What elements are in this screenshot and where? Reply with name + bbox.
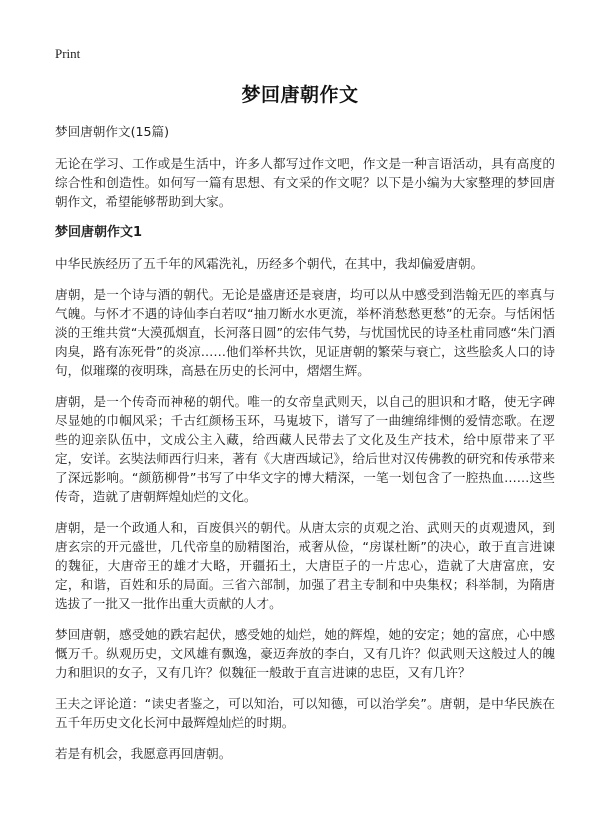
- paragraph-4: 唐朝，是一个政通人和，百废俱兴的朝代。从唐太宗的贞观之治、武则天的贞观遗风，到唐玄宗的开元盛世，几代帝皇的励精图治，戒奢从俭，“房谋杜断”的决心，敢于直言进谏的魏征，大唐帝王的雄才大略，开疆拓土，大唐臣子的一片忠心，造就了大唐富庶，安定，和谐，百姓和乐的局面。三省六部制，加强了君主专制和中央集权；科举制，为隋唐选拔了一批又一批作出重大贡献的人才。: [55, 520, 555, 611]
- paragraph-3: 唐朝，是一个传奇而神秘的朝代。唯一的女帝皇武则天，以自己的胆识和才略，使无字碑尽显她的巾帼风采；千古红颜杨玉环，马嵬坡下，谱写了一曲缠绵绯恻的爱情恋歌。在逻些的迎亲队伍中，文成公主入藏，给西藏人民带去了文化及生产技术，给中原带来了平定，安详。玄奘法师西行归来，著有《大唐西域记》，给后世对汉传佛教的研究和传承带来了深远影响。“颜筋柳骨”书写了中华文字的博大精深，一笔一划包含了一腔热血……这些传奇，造就了唐朝辉煌灿烂的文化。: [55, 394, 555, 504]
- paragraph-7: 若是有机会，我愿意再回唐朝。: [55, 746, 232, 761]
- page-title: 梦回唐朝作文: [241, 84, 359, 106]
- print-link[interactable]: Print: [55, 46, 81, 61]
- paragraph-6: 王夫之评论道：“读史者鉴之，可以知治，可以知德，可以治学矣”。唐朝，是中华民族在五千年历史文化长河中最辉煌灿烂的时期。: [55, 696, 555, 730]
- paragraph-2: 唐朝，是一个诗与酒的朝代。无论是盛唐还是衰唐，均可以从中感受到浩翰无匹的率真与气魄。与怀才不遇的诗仙李白若叹“抽刀断水水更流，举杯消愁愁更愁”的无奈。与恬闲恬淡的王维共赏“大漠孤烟直，长河落日圆”的宏伟气势，与忧国忧民的诗圣杜甫同感“朱门酒肉臭，路有冻死骨”的炎凉……他们举杯共饮，见证唐朝的繁荣与衰亡，这些脍炙人口的诗句，似璀璨的夜明珠，高悬在历史的长河中，熠熠生辉。: [55, 287, 555, 378]
- paragraph-5: 梦回唐朝，感受她的跌宕起伏，感受她的灿烂，她的辉煌，她的安定；她的富庶，心中感慨万千。纵观历史，文风雄有飘逸，豪迈奔放的李白，又有几许？似武则天这般过人的魄力和胆识的女子，又有几许？似魏征一般敢于直言进谏的忠臣，又有几许？: [55, 627, 555, 680]
- article-subtitle: 梦回唐朝作文(15篇): [55, 124, 170, 139]
- section-heading: 梦回唐朝作文1: [55, 225, 143, 240]
- article-body: [55, 122, 555, 775]
- intro-paragraph: 无论在学习、工作或是生活中，许多人都写过作文吧，作文是一种言语活动，具有高度的综合性和创造性。如何写一篇有思想、有文采的作文呢？以下是小编为大家整理的梦回唐朝作文，希望能够帮助到大家。: [55, 156, 555, 209]
- paragraph-1: 中华民族经历了五千年的风霜洗礼，历经多个朝代，在其中，我却偏爱唐朝。: [55, 256, 484, 271]
